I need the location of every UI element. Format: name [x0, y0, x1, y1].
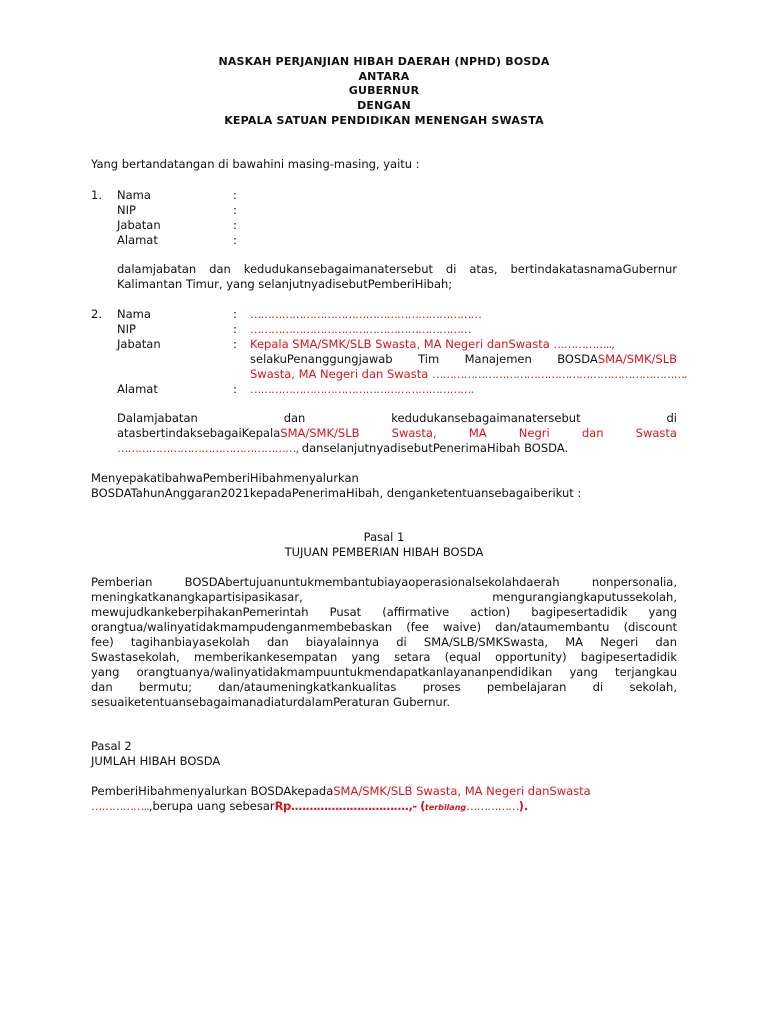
desc-word: Dalamjabatan [117, 411, 198, 425]
party1-colon: : [233, 188, 237, 202]
desc-role: atasbertindaksebagaiKepala [117, 426, 281, 440]
pasal2-line1 [91, 784, 591, 799]
party2-alamat-value: ………………………………………………………. [250, 382, 474, 396]
jabatan-school-type-cont: Swasta, MA Negeri dan Swasta [250, 367, 429, 381]
desc-role-text [117, 426, 360, 441]
pasal1-line: meningkatkanangkapartisipasikasar, mengurangiangkaputussekolah, [91, 590, 677, 604]
pasal1-line: Pemberian BOSDAbertujuanuntukmembantubiayaoperasionalsekolahdaerah nonpersonalia, [91, 575, 677, 589]
intro-text: Yang bertandatangan di bawahini masing-masing, yaitu : [91, 157, 420, 171]
party2-label-alamat: Alamat [117, 382, 158, 396]
party2-label-nama: Nama [117, 307, 151, 321]
party2-colon: : [233, 322, 237, 336]
party2-jabatan-line3 [250, 367, 687, 382]
party2-number: 2. [91, 307, 102, 321]
pasal2-terbilang: terbilang [424, 803, 467, 812]
doc-title-line3: GUBERNUR [348, 84, 420, 97]
doc-title-line2: ANTARA [358, 70, 410, 83]
party2-jabatan-line1 [250, 337, 680, 352]
pasal2-terbilang-dots: …………… [466, 799, 519, 813]
party2-jabatan-line2 [250, 352, 677, 367]
party2-description-line3 [117, 441, 568, 456]
pasal2-dots: …………….. [91, 799, 149, 813]
desc-word: dan [283, 411, 306, 425]
pasal2-line2 [91, 799, 528, 815]
pasal1-line: fee) tagihanbiayasekolah dan biayalainnya di SMA/SLB/SMKSwasta, MA Negeri dan [91, 635, 677, 649]
doc-title-line5: KEPALA SATUAN PENDIDIKAN MENENGAH SWASTA [224, 114, 544, 127]
party1-label-jabatan: Jabatan [117, 218, 161, 232]
jabatan-role: selakuPenanggungjawab Tim Manajemen BOSDA [250, 352, 598, 366]
party2-colon: : [233, 382, 237, 396]
party2-label-jabatan: Jabatan [117, 337, 161, 351]
agreement-line2: BOSDATahunAnggaran2021kepadaPenerimaHibah, denganketentuansebagaiberikut : [91, 486, 582, 500]
pasal2-school-types: SMA/SMK/SLB Swasta, MA Negeri danSwasta [333, 784, 591, 798]
pasal1-line: Swastasekolah, memberikankesempatan yang setara (equal opportunity) bagipesertadidik [91, 650, 677, 664]
pasal1-line: orangtua/walinyatidakmampudenganmembebaskan (fee waive) dan/ataumembantu (discount [91, 620, 677, 634]
party2-nama-value: ………………………………………………………… [250, 307, 481, 321]
party1-label-nama: Nama [117, 188, 151, 202]
jabatan-dots: …………….., [553, 337, 614, 351]
party1-description-line2: Kalimantan Timur, yang selanjutnyadisebutPemberiHibah; [117, 277, 453, 291]
pasal1-subtitle: TUJUAN PEMBERIAN HIBAH BOSDA [284, 545, 484, 559]
desc-word: MA [468, 426, 487, 440]
party2-nip-value: ……………………………………………………… [250, 322, 471, 336]
desc-word: dan [581, 426, 604, 440]
party2-colon: : [233, 307, 237, 321]
party1-number: 1. [91, 188, 102, 202]
desc-receiver: danselanjutnyadisebutPenerimaHibah BOSDA. [298, 441, 569, 455]
desc-school-type: SMA/SMK/SLB [280, 426, 360, 440]
party1-colon: : [233, 233, 237, 247]
pasal2-text: PemberiHibahmenyalurkan BOSDAkepada [91, 784, 334, 798]
party1-colon: : [233, 203, 237, 217]
jabatan-school-type: SMA/SMK/SLB [597, 352, 677, 366]
doc-title-line1: NASKAH PERJANJIAN HIBAH DAERAH (NPHD) BOSDA [218, 55, 550, 68]
doc-title-line4: DENGAN [357, 99, 411, 112]
desc-word: Swasta [635, 426, 677, 440]
pasal2-title: Pasal 2 [91, 739, 132, 753]
pasal2-amount-text: ,berupa uang sebesar [148, 799, 275, 813]
pasal2-amount: Rp.………………………….,- ( [274, 799, 425, 813]
desc-word: Negri [518, 426, 550, 440]
pasal1-line: mewujudkankeberpihakanPemerintah Pusat (affirmative action) bagipesertadidik yang [91, 605, 677, 619]
party1-colon: : [233, 218, 237, 232]
jabatan-school-types: Kepala SMA/SMK/SLB Swasta, MA Negeri danSwasta [250, 337, 550, 351]
desc-word: kedudukansebagaimanatersebut [391, 411, 581, 425]
pasal1-title: Pasal 1 [363, 530, 405, 544]
pasal1-line: yang orangtuanya/walinyatidakmampuuntukmendapatkanlayananpendidikan yang terjangkau [91, 665, 677, 679]
party2-colon: : [233, 337, 237, 351]
party2-description-line1 [117, 411, 677, 426]
party2-label-nip: NIP [117, 322, 136, 336]
party1-label-alamat: Alamat [117, 233, 158, 247]
jabatan-line3-dots: ………………………………………………………………. [431, 367, 687, 381]
desc-dots: ……………………………………………, [117, 441, 299, 455]
pasal1-last-line: sesuaiketentuansebagaimanadiaturdalamPeraturan Gubernur. [91, 695, 451, 709]
desc-word: Swasta, [391, 426, 437, 440]
pasal2-close: ). [518, 799, 529, 813]
desc-word: di [666, 411, 677, 425]
party1-label-nip: NIP [117, 203, 136, 217]
agreement-line1: MenyepakatibahwaPemberiHibahmenyalurkan [91, 471, 359, 485]
pasal1-line: dan bermutu; dan/ataumeningkatkankualitas proses pembelajaran di sekolah, [91, 680, 677, 694]
pasal2-subtitle: JUMLAH HIBAH BOSDA [91, 754, 221, 768]
party2-description-line2 [117, 426, 677, 441]
party1-description-line1: dalamjabatan dan kedudukansebagaimanatersebut di atas, bertindakatasnamaGubernur [117, 262, 677, 276]
